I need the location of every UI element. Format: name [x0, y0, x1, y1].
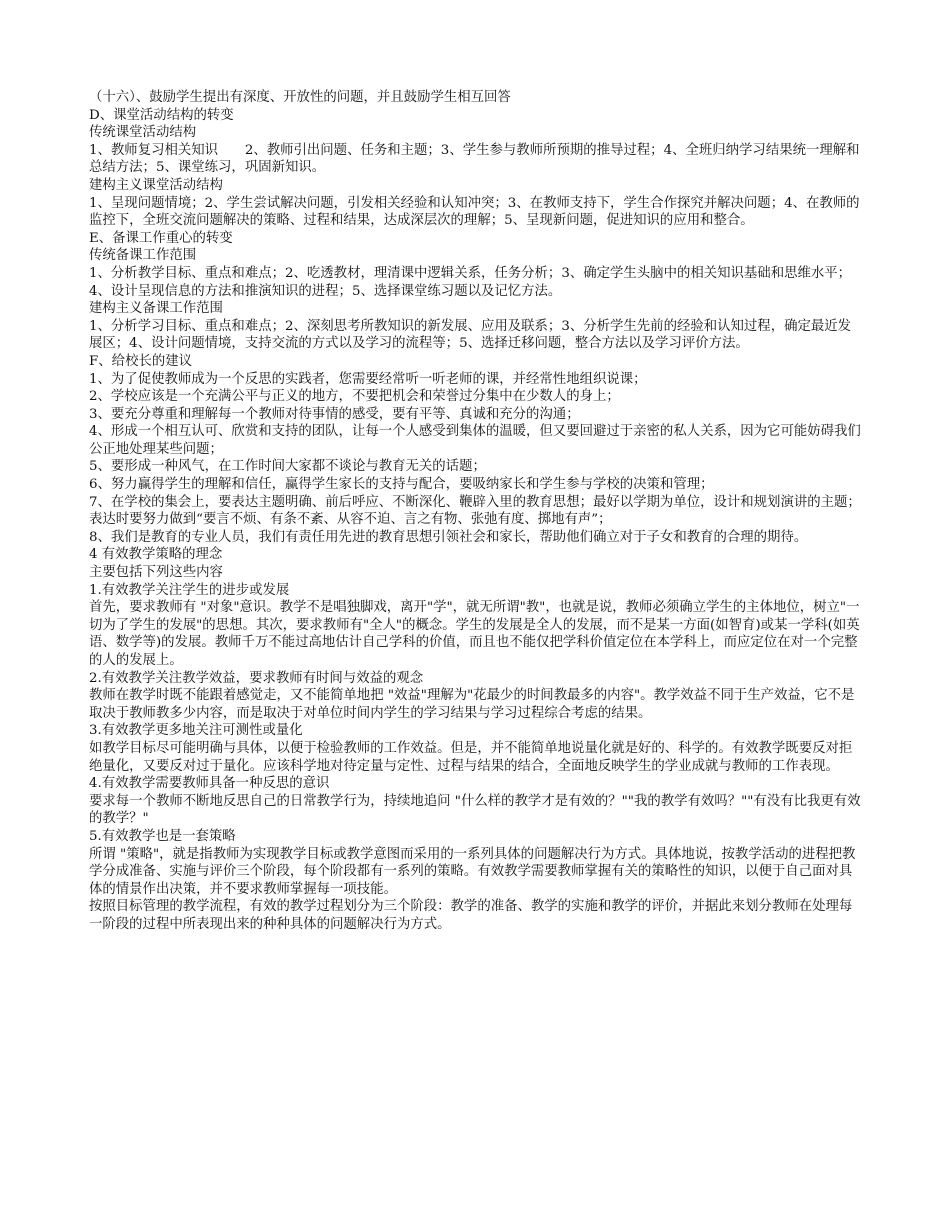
paragraph: 1、教师复习相关知识 2、教师引出问题、任务和主题；3、学生参与教师所预期的推导过程；4、全班归纳学习结果统一理解和总结方法；5、课堂练习，巩固新知识。 [89, 142, 860, 176]
section-heading: E、备课工作重心的转变 [89, 230, 233, 246]
section-heading: D、课堂活动结构的转变 [89, 107, 234, 123]
list-item: 6、努力赢得学生的理解和信任，赢得学生家长的支持与配合，要吸纳家长和学生参与学校的决策和管理； [89, 477, 714, 493]
list-item: 1、为了促使教师成为一个反思的实践者，您需要经常听一听老师的课，并经常性地组织说课； [89, 371, 647, 387]
list-item: 4、形成一个相互认可、欣赏和支持的团队，让每一个人感受到集体的温暖，但又要回避过于亲密的私人关系，因为它可能妨碍我们公正地处理某些问题； [89, 424, 861, 457]
paragraph: 按照目标管理的教学流程，有效的教学过程划分为三个阶段：教学的准备、教学的实施和教学的评价，并据此来划分教师在处理每一阶段的过程中所表现出来的种种具体的问题解决行为方式。 [89, 899, 853, 932]
paragraph: 1、呈现问题情境；2、学生尝试解决问题，引发相关经验和认知冲突；3、在教师支持下，学生合作探究并解决问题；4、在教师的监控下，全班交流问题解决的策略、过程和结果，达成深层次的理解；5、呈现新问题，促进知识的应用和整合。 [89, 195, 860, 229]
subheading: 建构主义课堂活动结构 [89, 177, 223, 193]
text-line: （十六）、鼓励学生提出有深度、开放性的问题，并且鼓励学生相互回答 [89, 90, 511, 105]
paragraph: 如教学目标尽可能明确与具体，以便于检验教师的工作效益。但是，并不能简单地说量化就是好的、科学的。有效教学既要反对拒绝量化，又要反对过于量化。应该科学地对待定量与定性、过程与结果的结合，全面地反映学生的学业成就与教师的工作表现。 [89, 740, 853, 774]
list-item: 3、要充分尊重和理解每一个教师对待事情的感受，要有平等、真诚和充分的沟通； [89, 406, 580, 422]
paragraph: 所谓 "策略"，就是指教师为实现教学目标或教学意图而采用的一系列具体的问题解决行为方式。具体地说，按教学活动的进程把教学分成准备、实施与评价三个阶段，每个阶段都有一系列的策略。有效教学需要教师掌握有关的策略性的知识，以便于自己面对具体的情景作出决策，并不要求教师掌握每一项技能。 [89, 846, 856, 897]
list-item: 7、在学校的集会上，要表达主题明确、前后呼应、不断深化、鞭辟入里的教育思想；最好以学期为单位，设计和规划演讲的主题；表达时要努力做到“要言不烦、有条不紊、从容不迫、言之有物、张弛有度、掷地有声”； [89, 494, 861, 528]
subheading: 传统课堂活动结构 [89, 125, 197, 141]
subheading: 传统备课工作范围 [89, 248, 197, 264]
paragraph: 要求每一个教师不断地反思自己的日常教学行为，持续地追问 "什么样的教学才是有效的？""我的教学有效吗？""有没有比我更有效的教学？" [89, 793, 861, 827]
list-item: 5、要形成一种风气，在工作时间大家都不谈论与教育无关的话题； [89, 459, 486, 475]
subheading: 3.有效教学更多地关注可测性或量化 [89, 723, 303, 739]
subheading: 主要包括下列这些内容 [89, 565, 223, 581]
subheading: 4.有效教学需要教师具备一种反思的意识 [89, 776, 330, 792]
section-heading: F、给校长的建议 [89, 353, 193, 369]
subheading: 建构主义备课工作范围 [89, 301, 223, 317]
paragraph: 首先，要求教师有 "对象"意识。教学不是唱独脚戏，离开"学"，就无所谓"教"，也就是说，教师必须确立学生的主体地位，树立"一切为了学生的发展"的思想。其次，要求教师有"全人"的概念。学生的发展是全人的发展，而不是某一方面(如智育)或某一学科(如英语、数学等)的发展。教师千万不能过高地估计自己学科的价值，而且也不能仅把学科价值定位在本学科上，而应定位在对一个完整的人的发展上。 [89, 600, 860, 668]
document-page [89, 89, 864, 934]
subheading: 2.有效教学关注教学效益，要求教师有时间与效益的观念 [89, 670, 424, 686]
paragraph: 1、分析教学目标、重点和难点；2、吃透教材，理清课中逻辑关系，任务分析；3、确定学生头脑中的相关知识基础和思维水平；4、设计呈现信息的方法和推演知识的进程；5、选择课堂练习题以及记忆方法。 [89, 265, 852, 299]
list-item: 2、学校应该是一个充满公平与正义的地方，不要把机会和荣誉过分集中在少数人的身上； [89, 389, 620, 405]
paragraph: 教师在教学时既不能跟着感觉走，又不能简单地把 "效益"理解为"花最少的时间教最多的内容"。教学效益不同于生产效益，它不是取决于教师教多少内容，而是取决于对单位时间内学生的学习结果与学习过程综合考虑的结果。 [89, 688, 855, 721]
subheading: 5.有效教学也是一套策略 [89, 828, 236, 844]
paragraph: 1、分析学习目标、重点和难点；2、深刻思考所教知识的新发展、应用及联系；3、分析学生先前的经验和认知过程，确定最近发展区；4、设计问题情境，支持交流的方式以及学习的流程等；5、选择迁移问题，整合方法以及学习评价方法。 [89, 318, 852, 352]
subheading: 1.有效教学关注学生的进步或发展 [89, 582, 290, 598]
list-item: 8、我们是教育的专业人员，我们有责任用先进的教育思想引领社会和家长，帮助他们确立对于子女和教育的合理的期待。 [89, 529, 808, 545]
section-heading: 4 有效教学策略的理念 [89, 547, 223, 563]
